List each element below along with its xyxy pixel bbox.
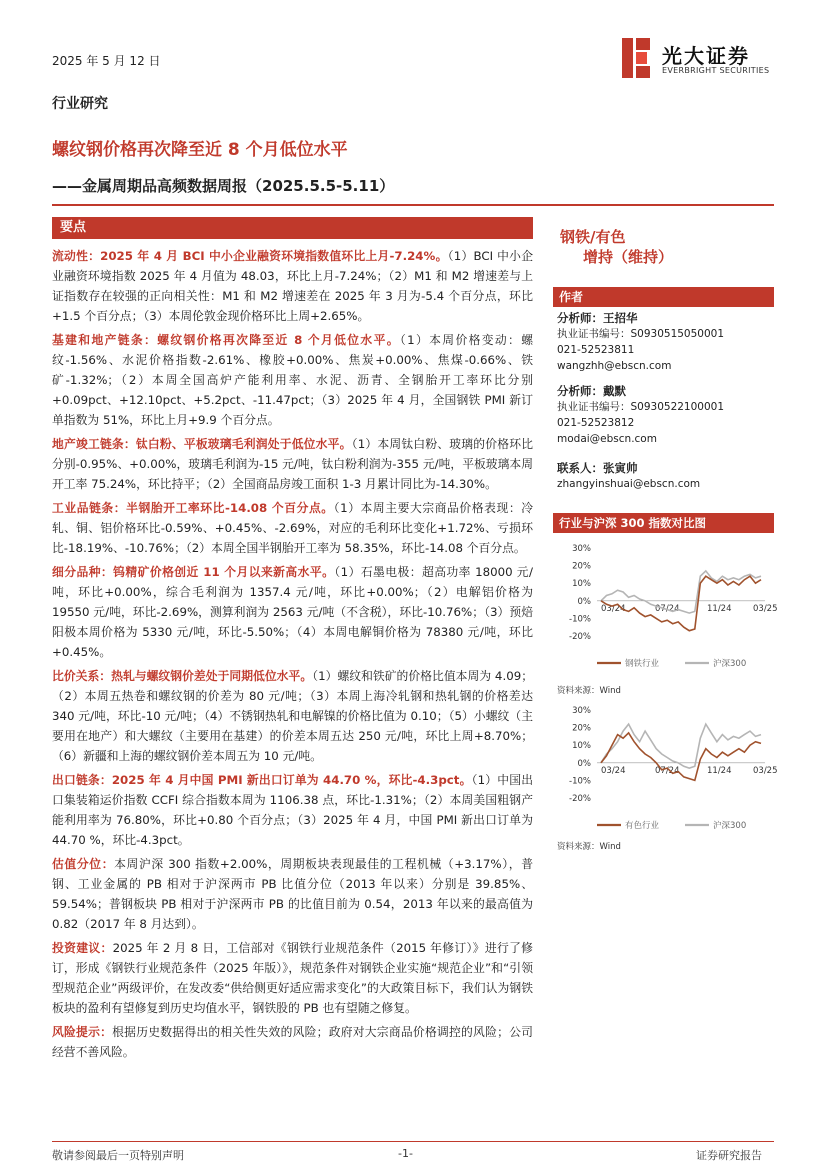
paragraph-heading: 出口链条：2025 年 4 月中国 PMI 新出口订单为 44.70 %，环比-4.3pct。 <box>52 773 472 787</box>
logo-mark-icon <box>622 38 652 78</box>
chart-source: 资料来源：Wind <box>557 686 621 696</box>
y-tick-label: 0% <box>577 596 591 607</box>
paragraph-liquidity <box>52 246 533 326</box>
legend-label: 钢铁行业 <box>625 659 660 669</box>
y-tick-label: 10% <box>572 741 591 752</box>
report-date: 2025 年 5 月 12 日 <box>52 54 161 68</box>
y-tick-label: 10% <box>572 579 591 590</box>
authors-header: 作者 <box>553 287 774 307</box>
analyst-cert: 执业证书编号：S0930515050001 <box>557 328 725 340</box>
paragraph-completion <box>52 434 533 494</box>
footer-label: 证券研究报告 <box>696 1149 762 1162</box>
paragraph-text: 2025 年 2 月 8 日，工信部对《钢铁行业规范条件（2015 年修订）》进行了修订，形成《钢铁行业规范条件（2025 年版）》，规范条件对钢铁企业实施“规范企业”和“引领型规范企业”两级评价，在发改委“供给侧更好适应需求变化”的大政策目标下，我们认为钢铁板块的盈利有望修复到历史均值水平，钢铁股的 PB 也有望随之修复。 <box>52 941 533 1015</box>
key-points-body <box>52 246 533 1066</box>
x-tick-label: 03/25 <box>753 603 778 614</box>
legend-label: 沪深300 <box>713 659 747 669</box>
y-tick-label: -10% <box>569 776 591 787</box>
y-tick-label: 0% <box>577 758 591 769</box>
paragraph-subsectors <box>52 562 533 662</box>
contact-name: 联系人：张寅帅 <box>557 461 638 475</box>
y-tick-label: 30% <box>572 706 591 716</box>
divider <box>52 204 774 206</box>
paragraph-heading: 细分品种：钨精矿价格创近 11 个月以来新高水平。 <box>52 565 335 579</box>
analyst-block <box>557 383 724 447</box>
contact-email[interactable]: zhangyinshuai@ebscn.com <box>557 478 701 490</box>
paragraph-heading: 投资建议： <box>52 941 113 955</box>
analyst-name: 分析师：王招华 <box>557 311 638 325</box>
paragraph-text: （1）石墨电极：超高功率 18000 元/吨，环比+0.00%，综合毛利润为 1357.4 元/吨，环比+0.00%；（2）电解铝价格为 19550 元/吨，环比-2.69%，测算利润为 2563 元/吨（不含税），环比-10.76%；（3）预焙阳极本周价格为 5330 元/吨，环比-5.50%；（4）本周电解铜价格为 78380 元/吨，环比+0.45%。 <box>52 565 533 659</box>
analyst-cert: 执业证书编号：S0930522100001 <box>557 401 725 413</box>
analyst-name: 分析师：戴默 <box>557 384 626 398</box>
paragraph-industrial <box>52 498 533 558</box>
paragraph-heading: 基建和地产链条：螺纹钢价格再次降至近 8 个月低位水平。 <box>52 333 400 347</box>
analyst-email[interactable]: modai@ebscn.com <box>557 433 657 445</box>
legend-label: 有色行业 <box>625 821 660 831</box>
footer-disclaimer[interactable]: 敬请参阅最后一页特别声明 <box>52 1149 184 1162</box>
report-type: 行业研究 <box>52 96 108 112</box>
analyst-email[interactable]: wangzhh@ebscn.com <box>557 360 672 372</box>
key-points-header: 要点 <box>52 217 533 239</box>
y-tick-label: 20% <box>572 723 591 734</box>
paragraph-investment-advice <box>52 938 533 1018</box>
rating: 增持（维持） <box>583 248 674 266</box>
paragraph-text: 根据历史数据得出的相关性失效的风险；政府对大宗商品价格调控的风险；公司经营不善风险。 <box>52 1025 533 1059</box>
paragraph-price-ratio <box>52 666 533 766</box>
nonferrous-vs-csi300-chart <box>553 702 778 838</box>
paragraph-text: 本周沪深 300 指数+2.00%，周期板块表现最佳的工程机械（+3.17%），普钢、工业金属的 PB 相对于沪深两市 PB 比值分位（2013 年以来）分别是 39.85%、59.54%；普钢板块 PB 相对于沪深两市 PB 的比值目前为 0.54，2013 年以来的最高值为 0.82（2017 年 8 月达到）。 <box>52 857 533 931</box>
y-tick-label: -20% <box>569 632 591 642</box>
analyst-block <box>557 310 724 374</box>
paragraph-text: （1）BCI 中小企业融资环境指数 2025 年 4 月值为 48.03，环比上月-7.24%；（2）M1 和 M2 增速差与上证指数存在较强的正向相关性：M1 和 M2 增速差在 2025 年 3 月为-5.4 个百分点，环比+1.5 个百分点；（3）本周伦敦金现价格环比上周+2.65%。 <box>52 249 533 323</box>
y-tick-label: 30% <box>572 544 591 554</box>
sector-name: 钢铁/有色 <box>560 228 626 246</box>
x-tick-label: 07/24 <box>655 603 680 614</box>
logo-text-cn: 光大证券 <box>662 44 750 68</box>
paragraph-heading: 工业品链条：半钢胎开工率环比-14.08 个百分点。 <box>52 501 334 515</box>
paragraph-text: （1）本周钛白粉、玻璃的价格环比分别-0.95%、+0.00%，玻璃毛利润为-15 元/吨，钛白粉利润为-355 元/吨，平板玻璃本周开工率 75.24%，环比持平；（2）全国商品房竣工面积 1-3 月累计同比为-14.30%。 <box>52 437 533 491</box>
series-line-csi300 <box>601 724 761 768</box>
contact-block <box>557 460 700 492</box>
paragraph-export <box>52 770 533 850</box>
logo-text-en: EVERBRIGHT SECURITIES <box>662 66 770 75</box>
paragraph-heading: 流动性：2025 年 4 月 BCI 中小企业融资环境指数值环比上月-7.24%。 <box>52 249 448 263</box>
steel-vs-csi300-chart <box>553 540 778 680</box>
x-tick-label: 03/24 <box>601 765 626 776</box>
page-number: -1- <box>398 1147 413 1160</box>
paragraph-heading: 比价关系：热轧与螺纹钢价差处于同期低位水平。 <box>52 669 313 683</box>
footer-divider <box>52 1141 774 1142</box>
chart-section-header: 行业与沪深 300 指数对比图 <box>553 513 774 533</box>
report-title: 螺纹钢价格再次降至近 8 个月低位水平 <box>52 140 348 160</box>
legend-label: 沪深300 <box>713 821 747 831</box>
paragraph-text: （1）本周价格变动：螺纹-1.56%、水泥价格指数-2.61%、橡胶+0.00%、焦炭+0.00%、焦煤-0.66%、铁矿-1.32%；（2）本周全国高炉产能利用率、水泥、沥青、全钢胎开工率环比分别+0.09pct、+12.10pct、+5.2pct、-11.47pct；（3）2025 年 4 月，全国钢铁 PMI 新订单指数为 51%，环比上月+9.9 个百分点。 <box>52 333 533 427</box>
paragraph-heading: 地产竣工链条：钛白粉、平板玻璃毛利润处于低位水平。 <box>52 437 352 451</box>
paragraph-text: （1）本周主要大宗商品价格表现：冷轧、铜、铝价格环比-0.59%、+0.45%、-2.69%，对应的毛利环比变化+1.72%、亏损环比-18.19%、-10.76%；（2）本周全国半钢胎开工率为 58.35%，环比-14.08 个百分点。 <box>52 501 533 555</box>
y-tick-label: -20% <box>569 794 591 804</box>
y-tick-label: -10% <box>569 614 591 625</box>
paragraph-infrastructure <box>52 330 533 430</box>
paragraph-text: （1）中国出口集装箱运价指数 CCFI 综合指数本周为 1106.38 点，环比-1.31%；（2）本周美国粗钢产能利用率为 76.80%，环比+0.80 个百分点；（3）2025 年 4 月，中国 PMI 新出口订单为 44.70 %，环比-4.3pct。 <box>52 773 533 847</box>
paragraph-heading: 风险提示： <box>52 1025 113 1039</box>
chart-source: 资料来源：Wind <box>557 842 621 852</box>
x-tick-label: 11/24 <box>707 603 732 614</box>
x-tick-label: 07/24 <box>655 765 680 776</box>
company-logo <box>622 36 782 80</box>
report-subtitle: ——金属周期品高频数据周报（2025.5.5-5.11） <box>52 177 395 195</box>
paragraph-valuation <box>52 854 533 934</box>
paragraph-text: （1）螺纹和铁矿的价格比值本周为 4.09；（2）本周五热卷和螺纹钢的价差为 80 元/吨；（3）本周上海冷轧钢和热轧钢的价格差达 340 元/吨，环比-10 元/吨；（4）不锈钢热轧和电解镍的价格比值为 0.10；（5）小螺纹（主要用在地产）和大螺纹（主要用在基建）的价差本周五达 250 元/吨，环比上周+8.70%；（6）新疆和上海的螺纹钢价差本周五为 10 元/吨。 <box>52 669 533 763</box>
y-tick-label: 20% <box>572 561 591 572</box>
analyst-phone: 021-52523811 <box>557 344 635 356</box>
x-tick-label: 03/24 <box>601 603 626 614</box>
paragraph-risk <box>52 1022 533 1062</box>
x-tick-label: 03/25 <box>753 765 778 776</box>
paragraph-heading: 估值分位： <box>52 857 115 871</box>
analyst-phone: 021-52523812 <box>557 417 635 429</box>
x-tick-label: 11/24 <box>707 765 732 776</box>
